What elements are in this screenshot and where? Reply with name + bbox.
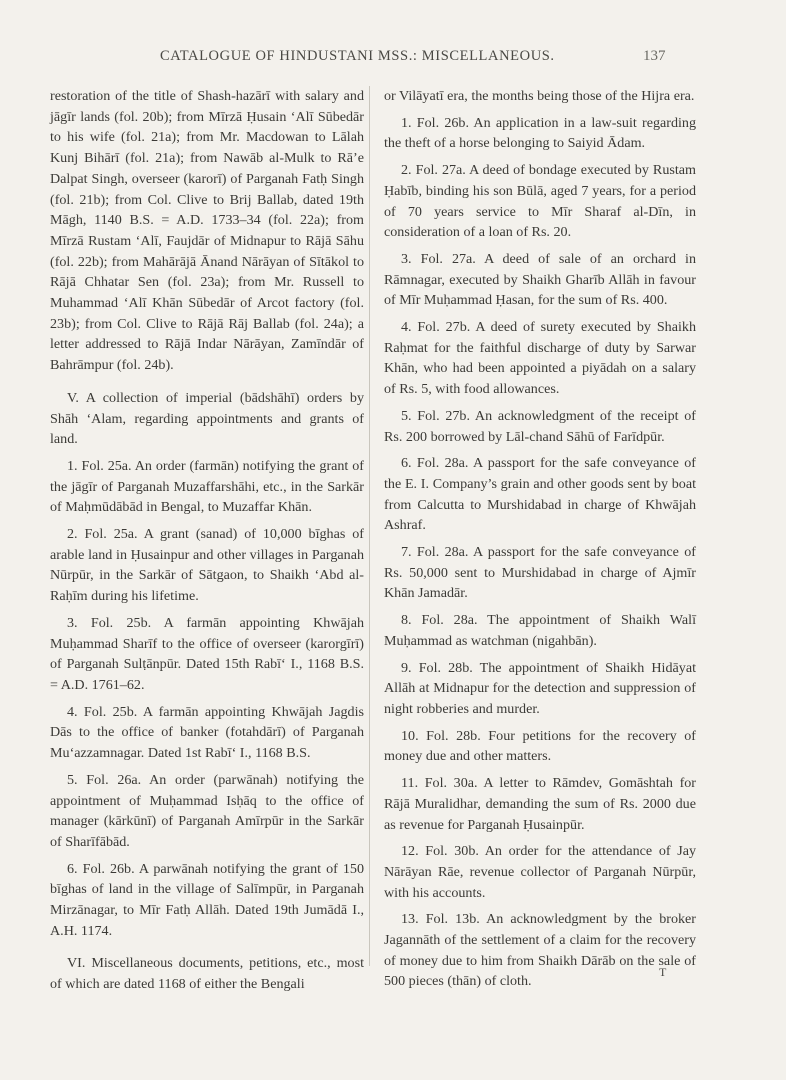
paragraph: restoration of the title of Shash-hazārī with salary and jāgīr lands (fol. 20b); from Mīrzā Ḥusain ‘Alī Sūbedār to his wife (fol. 21a); from Mr. Macdowan to Lālah Kunj Bihārī (fol. 21a); from Nawāb al-Mulk to Rā’e Dalpat Singh, overseer (karorī) of Parganah Fatḥ Singh (fol. 21b); from Col. Clive to Brij Ballab, dated 19th Māgh, 1140 B.S. = A.D. 1733–34 (fol. 22a); from Mīrzā Rustam ‘Alī, Faujdār of Midnapur to Rājā Sāhu (fol. 22b); from Mahārājā Ānand Nārāyan of Sītākol to Rājā Chhatar Sen (fol. 23a); from Mr. Russell to Muhammad ‘Alī Khān Sūbedār of Arcot factory (fol. 23b); from Col. Clive to Rājā Rāj Ballab (fol. 24a); a letter addressed to Rājā Indar Nārāyan, Zamīndār of Bahrāmpur (fol. 24b). <box>50 88 364 374</box>
paragraph: or Vilāyatī era, the months being those of the Hijra era. <box>384 88 695 104</box>
running-header: CATALOGUE OF HINDUSTANI MSS.: MISCELLANEOUS. <box>160 48 555 64</box>
paragraph: 3. Fol. 25b. A farmān appointing Khwājah Muḥammad Sharīf to the office of overseer (karorgīrī) of Parganah Sulṭānpūr. Dated 15th Rabī‘ I., 1168 B.S. = A.D. 1761–62. <box>50 614 364 693</box>
paragraph: 2. Fol. 25a. A grant (sanad) of 10,000 bīghas of arable land in Ḥusainpur and other villages in Parganah Nūrpūr, in the Sarkār of Sātgaon, to Shaikh ‘Abd al-Raḥīm during his lifetime. <box>50 526 364 605</box>
paragraph: 1. Fol. 25a. An order (farmān) notifying the grant of the jāgīr of Parganah Muzaffarshāhi, etc., in the Sarkār of Maḥmūdābād in Bengal, to Muzaffar Khān. <box>50 457 364 516</box>
paragraph: 5. Fol. 27b. An acknowledgment of the receipt of Rs. 200 borrowed by Lāl-chand Sāhū of Farīdpūr. <box>384 407 696 445</box>
paragraph: 9. Fol. 28b. The appointment of Shaikh Hidāyat Allāh at Midnapur for the detection and suppression of night robberies and murder. <box>384 659 696 717</box>
paragraph: V. A collection of imperial (bādshāhī) orders by Shāh ‘Alam, regarding appointments and grants of land. <box>50 389 364 448</box>
paragraph: 4. Fol. 27b. A deed of surety executed by Shaikh Raḥmat for the faithful discharge of duty by Sarwar Khān, who had been appointed a piyādah on a salary of Rs. 5, with food allowances. <box>384 319 696 398</box>
column-divider <box>369 86 370 966</box>
paragraph: 11. Fol. 30a. A letter to Rāmdev, Gomāshtah for Rājā Muralidhar, demanding the sum of Rs. 2000 due as revenue for Parganah Ḥusainpūr. <box>384 775 696 833</box>
paragraph: 1. Fol. 26b. An application in a law-suit regarding the theft of a horse belonging to Saiyid Ādam. <box>384 114 696 152</box>
paragraph: 13. Fol. 13b. An acknowledgment by the broker Jagannāth of the settlement of a claim for the recovery of money due to him from Shaikh Dārāb on the sale of 500 pieces (thān) of cloth. <box>384 911 696 990</box>
paragraph: 7. Fol. 28a. A passport for the safe conveyance of Rs. 50,000 sent to Murshidabad in charge of Ajmīr Khān Jamadār. <box>384 544 696 602</box>
paragraph: 3. Fol. 27a. A deed of sale of an orchard in Rāmnagar, executed by Shaikh Gharīb Allāh in favour of Mīr Muḥammad Ḥasan, for the sum of Rs. 400. <box>384 250 696 309</box>
paragraph: 6. Fol. 28a. A passport for the safe conveyance of the E. I. Company’s grain and other goods sent by boat from Calcutta to Murshidabad in charge of Khwājah Ashraf. <box>384 455 696 534</box>
paragraph: 4. Fol. 25b. A farmān appointing Khwājah Jagdis Dās to the office of banker (fotahdārī) of Parganah Mu‘azzamnagar. Dated 1st Rabī‘ I., 1168 B.S. <box>50 703 364 762</box>
paragraph: 2. Fol. 27a. A deed of bondage executed by Rustam Ḥabīb, binding his son Būlā, aged 7 years, for a period of 70 years service to Mīr Sharaf al-Dīn, in consideration of a loan of Rs. 20. <box>384 162 696 241</box>
paragraph: 12. Fol. 30b. An order for the attendance of Jay Nārāyan Rāe, revenue collector of Parganah Nūrpūr, with his accounts. <box>384 843 696 901</box>
paragraph: 6. Fol. 26b. A parwānah notifying the grant of 150 bīghas of land in the village of Salīmpūr, in Parganah Mirzānagar, to Mīr Fatḥ Allāh. Dated 19th Jumādā I., A.H. 1174. <box>50 860 364 939</box>
left-column <box>50 86 364 1001</box>
paragraph: 5. Fol. 26a. An order (parwānah) notifying the appointment of Muḥammad Isḥāq to the office of manager (kārkūnī) of Parganah Amīrpūr in the Sarkār of Sharīfābād. <box>50 771 364 850</box>
right-column <box>384 86 696 998</box>
page-number: 137 <box>643 48 666 64</box>
paragraph: VI. Miscellaneous documents, petitions, etc., most of which are dated 1168 of either the Bengali <box>50 955 364 993</box>
paragraph: 8. Fol. 28a. The appointment of Shaikh Walī Muḥammad as watchman (nigahbān). <box>384 612 696 649</box>
paragraph: 10. Fol. 28b. Four petitions for the recovery of money due and other matters. <box>384 727 696 765</box>
signature-mark: T <box>659 965 667 979</box>
